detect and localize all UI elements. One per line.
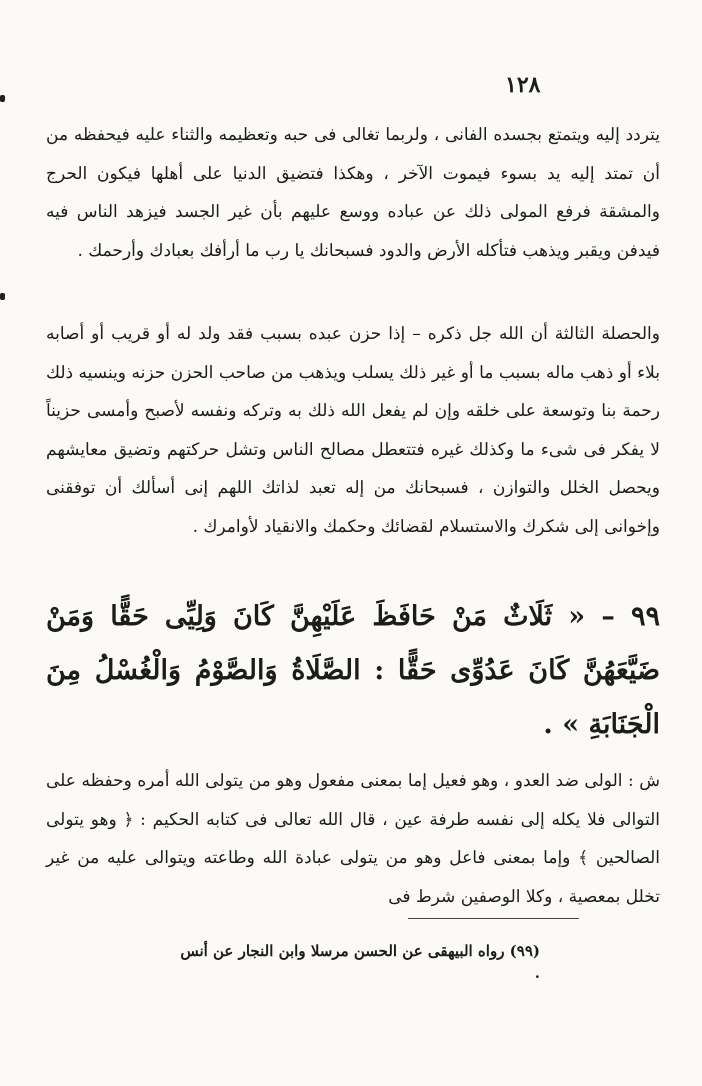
margin-mark-top <box>0 95 5 102</box>
commentary-paragraph <box>46 762 660 916</box>
paragraph-body-2 <box>46 315 660 546</box>
page-number: ١٢٨ <box>505 72 541 98</box>
paragraph-text: والحصلة الثالثة أن الله جل ذكره – إذا حزن عبده بسبب فقد ولد له أو قريب أو أصابه بلاء أو ذهب ماله بسبب ما أو غير ذلك يسلب ويذهب من صاحب الحزن حزنه وينسيه ذلك رحمة بنا وتوسعة على خلقه وإن لم يفعل الله ذلك به وتركه ونفسه لأصبح وأمسى حزيناً لا يفكر فى شىء ما وكذلك غيره فتتعطل مصالح الناس وتشل حركتهم وتضيق معايشهم ويحصل الخلل والتوازن ، فسبحانك من إله تعبد لذاتك اللهم إنى أسألك أن توفقنى وإخوانى إلى شكرك والاستسلام لقضائك وحكمك والانقياد لأوامرك . <box>46 324 660 537</box>
footnote-divider <box>408 918 579 919</box>
commentary-text: ش : الولى ضد العدو ، وهو فعيل إما بمعنى مفعول وهو من يتولى الله أمره وحفظه على التوالى فلا يكله إلى نفسه طرفة عين ، قال الله تعالى فى كتابه الحكيم : ﴿ وهو يتولى الصالحين ﴾ وإما بمعنى فاعل وهو من يتولى عبادة الله وطاعته ويتوالى عليه من غير تخلل بمعصية ، وكلا الوصفين شرط فى <box>46 771 660 907</box>
hadith-text: ٩٩ – « ثَلَاثٌ مَنْ حَافَظَ عَلَيْهِنَّ كَانَ وَلِيِّى حَقًّا وَمَنْ ضَيَّعَهُنَّ كَانَ عَدُوِّى حَقًّا : الصَّلَاةُ وَالصَّوْمُ وَالْغُسْلُ مِنَ الْجَنَابَةِ » . <box>46 601 660 740</box>
footnote: (٩٩) رواه البيهقى عن الحسن مرسلا وابن النجار عن أنس . <box>180 942 540 982</box>
margin-mark-middle <box>0 293 5 300</box>
paragraph-text: يتردد إليه ويتمتع بجسده الفانى ، ولربما تغالى فى حبه وتعظيمه والثناء عليه فيحفظه من أن تمتد إليه يد بسوء فيموت الآخر ، وهكذا فتضيق الدنيا على أهلها فيكون الحرج والمشقة فرفع المولى ذلك عن عباده ووسع عليهم بأن غير الجسد فيزهد الناس فيه فيدفن ويقبر ويذهب فتأكله الأرض والدود فسبحانك يا رب ما أرأفك بعبادك وأرحمك . <box>46 125 660 261</box>
paragraph-body-1 <box>46 116 660 270</box>
